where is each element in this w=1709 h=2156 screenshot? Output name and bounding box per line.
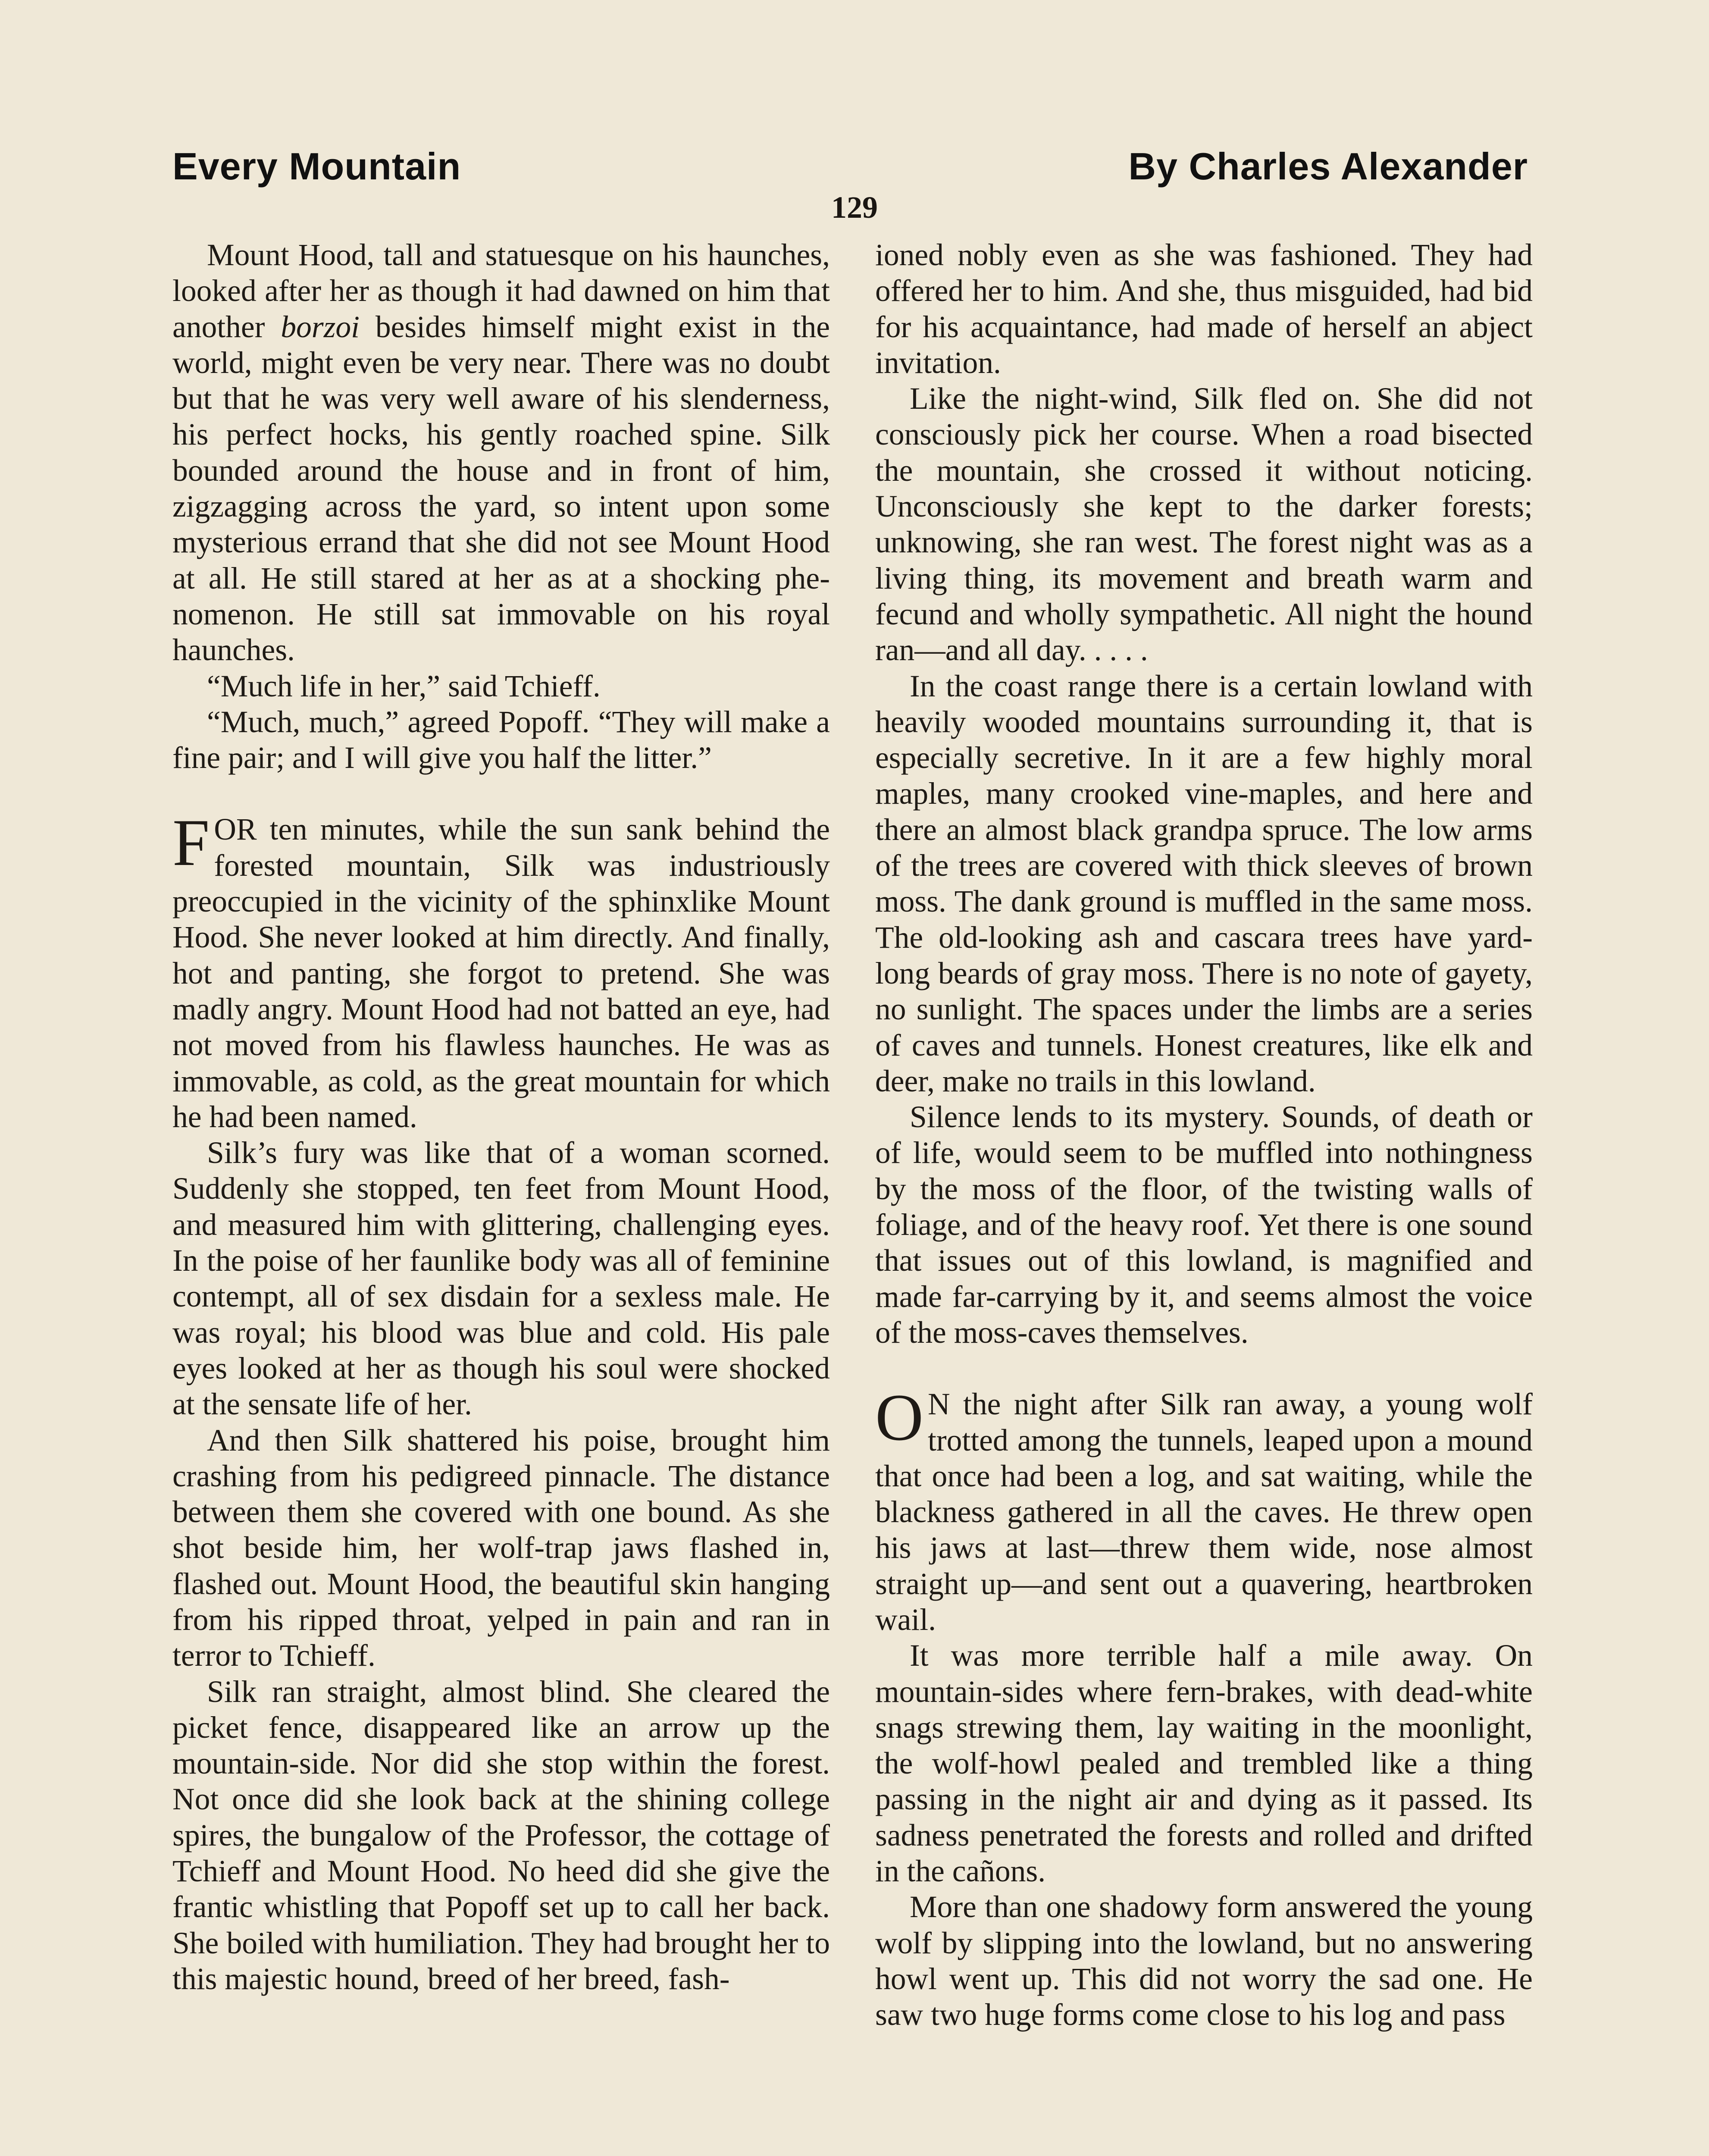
paragraph: And then Silk shattered his poise, brought him crashing from his pedigreed pinnacle. The distance between them she covered with one bound. As she shot beside him, her wolf-trap jaws flashed in, flashed out. Mount Hood, the beautiful skin hanging from his ripped throat, yelped in pain and ran in terror to Tchieff.	[172, 1423, 830, 1673]
page-number: 129	[831, 190, 878, 225]
paragraph-text: ten minutes, while the sun sank behind the forested mountain, Silk was industriously preoccupied in the vicinity of the sphinxlike Mount Hood. She never looked at him directly. And finally, hot and panting, she forgot to pretend. She was madly angry. Mount Hood had not batted an eye, had not moved from his flawless haunches. He was as immovable, as cold, as the great mountain for which he had been named.	[172, 812, 830, 1134]
paragraph: Silence lends to its mystery. Sounds, of death or of life, would seem to be muffled into nothingness by the moss of the floor, of the twisting walls of foliage, and of the heavy roof. Yet there is one sound that issues out of this lowland, is magnified and made far-carrying by it, and seems almost the voice of the moss-caves themselves.	[875, 1100, 1533, 1350]
paragraph: It was more terrible half a mile away. On mountain-sides where fern-brakes, with dead-white snags strewing them, lay waiting in the moonlight, the wolf-howl pealed and trembled like a thing passing in the night air and dying as it passed. Its sadness penetrated the forests and rolled and drifted in the cañons.	[875, 1639, 1533, 1889]
left-column	[172, 237, 830, 1997]
story-title: Every Mountain	[172, 145, 461, 188]
paragraph	[172, 237, 830, 668]
paragraph-text: besides himself might exist in the world, might even be very near. There was no doubt but that he was very well aware of his slenderness, his perfect hocks, his gently roached spine. Silk bounded around the house and in front of him, zigzagging across the yard, so intent upon some mysterious errand that she did not see Mount Hood at all. He still stared at her as at a shocking phenomenon. He still sat immovable on his royal haunches.	[172, 310, 830, 667]
drop-cap: F	[172, 805, 210, 880]
drop-cap: O	[875, 1380, 923, 1455]
section-opening-paragraph	[875, 1380, 1533, 1638]
paragraph: “Much life in her,” said Tchieff.	[207, 669, 601, 703]
paragraph: Like the night-wind, Silk fled on. She did not consciously pick her course. When a road bisected the mountain, she crossed it without noticing. Unconsciously she kept to the darker forests; unknowing, she ran west. The forest night was as a living thing, its movement and breath warm and fecund and wholly sympathetic. All night the hound ran—and all day. . . . .	[875, 382, 1533, 667]
paragraph: “Much, much,” agreed Popoff. “They will make a fine pair; and I will give you half the litter.”	[172, 705, 830, 775]
paragraph: More than one shadowy form answered the young wolf by slipping into the lowland, but no answering howl went up. This did not worry the sad one. He saw two huge forms come close to his log and pass	[875, 1890, 1533, 2032]
section-opening-paragraph	[172, 805, 830, 1135]
small-caps-lead: N	[927, 1387, 950, 1422]
right-column	[875, 237, 1533, 2033]
paragraph-continued: ioned nobly even as she was fashioned. They had offered her to him. And she, thus misguided, had bid for his acquaintance, had made of herself an abject invitation.	[875, 238, 1533, 380]
paragraph-text: Mount Hood, tall and statuesque on his haunches, looked after her as though it had dawned on him that another	[172, 238, 830, 344]
small-caps-lead: OR	[214, 812, 257, 847]
paragraph: In the coast range there is a certain lowland with heavily wooded mountains surrounding it, that is especially secretive. In it are a few highly moral maples, many crooked vine-maples, and here and there an almost black grandpa spruce. The low arms of the trees are covered with thick sleeves of brown moss. The dank ground is muffled in the same moss. The old-looking ash and cascara trees have yard-long beards of gray moss. There is no note of gayety, no sunlight. The spaces under the limbs are a series of caves and tunnels. Honest creatures, like elk and deer, make no trails in this lowland.	[875, 669, 1533, 1098]
paragraph: Silk’s fury was like that of a woman scorned. Suddenly she stopped, ten feet from Mount Hood, and measured him with glittering, challenging eyes. In the poise of her faunlike body was all of feminine contempt, all of sex disdain for a sexless male. He was royal; his blood was blue and cold. His pale eyes looked at her as though his soul were shocked at the sensate life of her.	[172, 1136, 830, 1422]
italic-word: borzoi	[281, 310, 360, 344]
paragraph-text: the night after Silk ran away, a young wolf trotted among the tunnels, leaped upon a mound that once had been a log, and sat waiting, while the blackness gathered in all the caves. He threw open his jaws at last—threw them wide, nose almost straight up—and sent out a quavering, heartbroken wail.	[875, 1387, 1533, 1637]
author-byline: By Charles Alexander	[1128, 145, 1528, 188]
paragraph: Silk ran straight, almost blind. She cleared the picket fence, disappeared like an arrow up the mountain-side. Nor did she stop within the forest. Not once did she look back at the shining college spires, the bungalow of the Professor, the cottage of Tchieff and Mount Hood. No heed did she give the frantic whistling that Popoff set up to call her back. She boiled with humiliation. They had brought her to this majestic hound, breed of her breed, fash-	[172, 1674, 830, 1996]
